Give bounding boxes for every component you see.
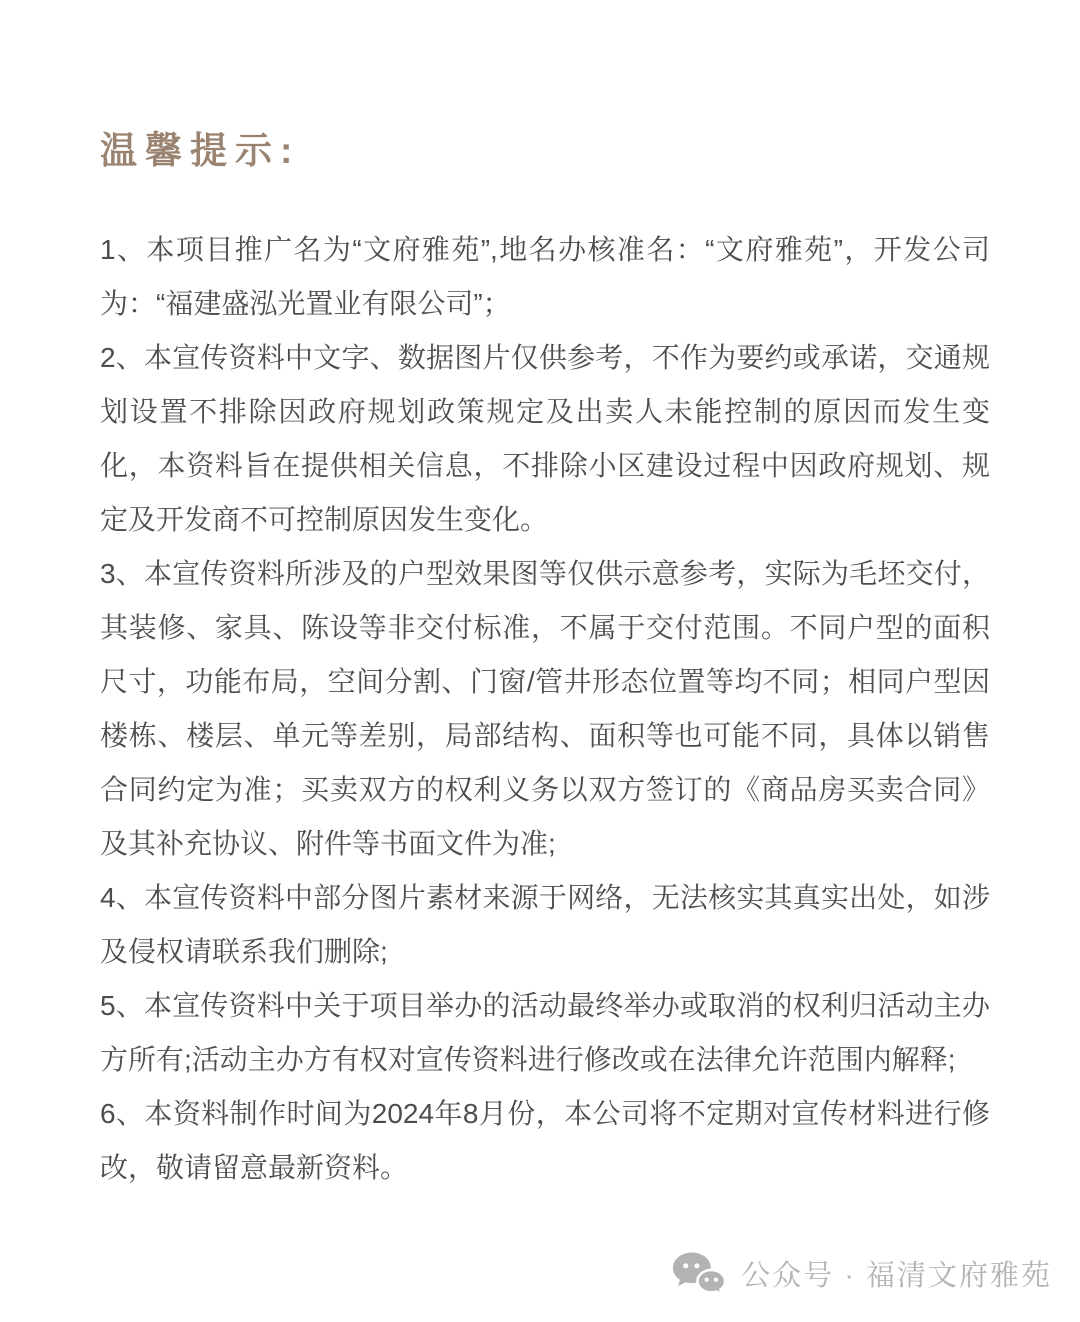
- wechat-icon: [671, 1251, 727, 1296]
- wechat-watermark: [671, 1251, 1052, 1296]
- notice-paragraph-4: 4、本宣传资料中部分图片素材来源于网络，无法核实其真实出处，如涉及侵权请联系我们删除;: [100, 881, 990, 967]
- notice-paragraph-3: 3、本宣传资料所涉及的户型效果图等仅供示意参考，实际为毛坯交付，其装修、家具、陈设等非交付标准，不属于交付范围。不同户型的面积尺寸，功能布局，空间分割、门窗/管井形态位置等均不同；相同户型因楼栋、楼层、单元等差别，局部结构、面积等也可能不同，具体以销售合同约定为准；买卖双方的权利义务以双方签订的《商品房买卖合同》及其补充协议、附件等书面文件为准;: [100, 557, 990, 859]
- notice-body: [100, 223, 990, 1195]
- notice-paragraph-5: 5、本宣传资料中关于项目举办的活动最终举办或取消的权利归活动主办方所有;活动主办方有权对宣传资料进行修改或在法律允许范围内解释;: [100, 989, 990, 1075]
- page-title: 温馨提示:: [100, 130, 301, 171]
- notice-paragraph-1: 1、本项目推广名为“文府雅苑”,地名办核准名：“文府雅苑”，开发公司为：“福建盛泓光置业有限公司”；: [100, 233, 990, 319]
- notice-paragraph-2: 2、本宣传资料中文字、数据图片仅供参考，不作为要约或承诺，交通规划设置不排除因政府规划政策规定及出卖人未能控制的原因而发生变化，本资料旨在提供相关信息，不排除小区建设过程中因政府规划、规定及开发商不可控制原因发生变化。: [100, 341, 990, 535]
- wechat-account-label: 公众号 · 福清文府雅苑: [741, 1260, 1052, 1292]
- notice-paragraph-6: 6、本资料制作时间为2024年8月份，本公司将不定期对宣传材料进行修改，敬请留意最新资料。: [100, 1097, 990, 1183]
